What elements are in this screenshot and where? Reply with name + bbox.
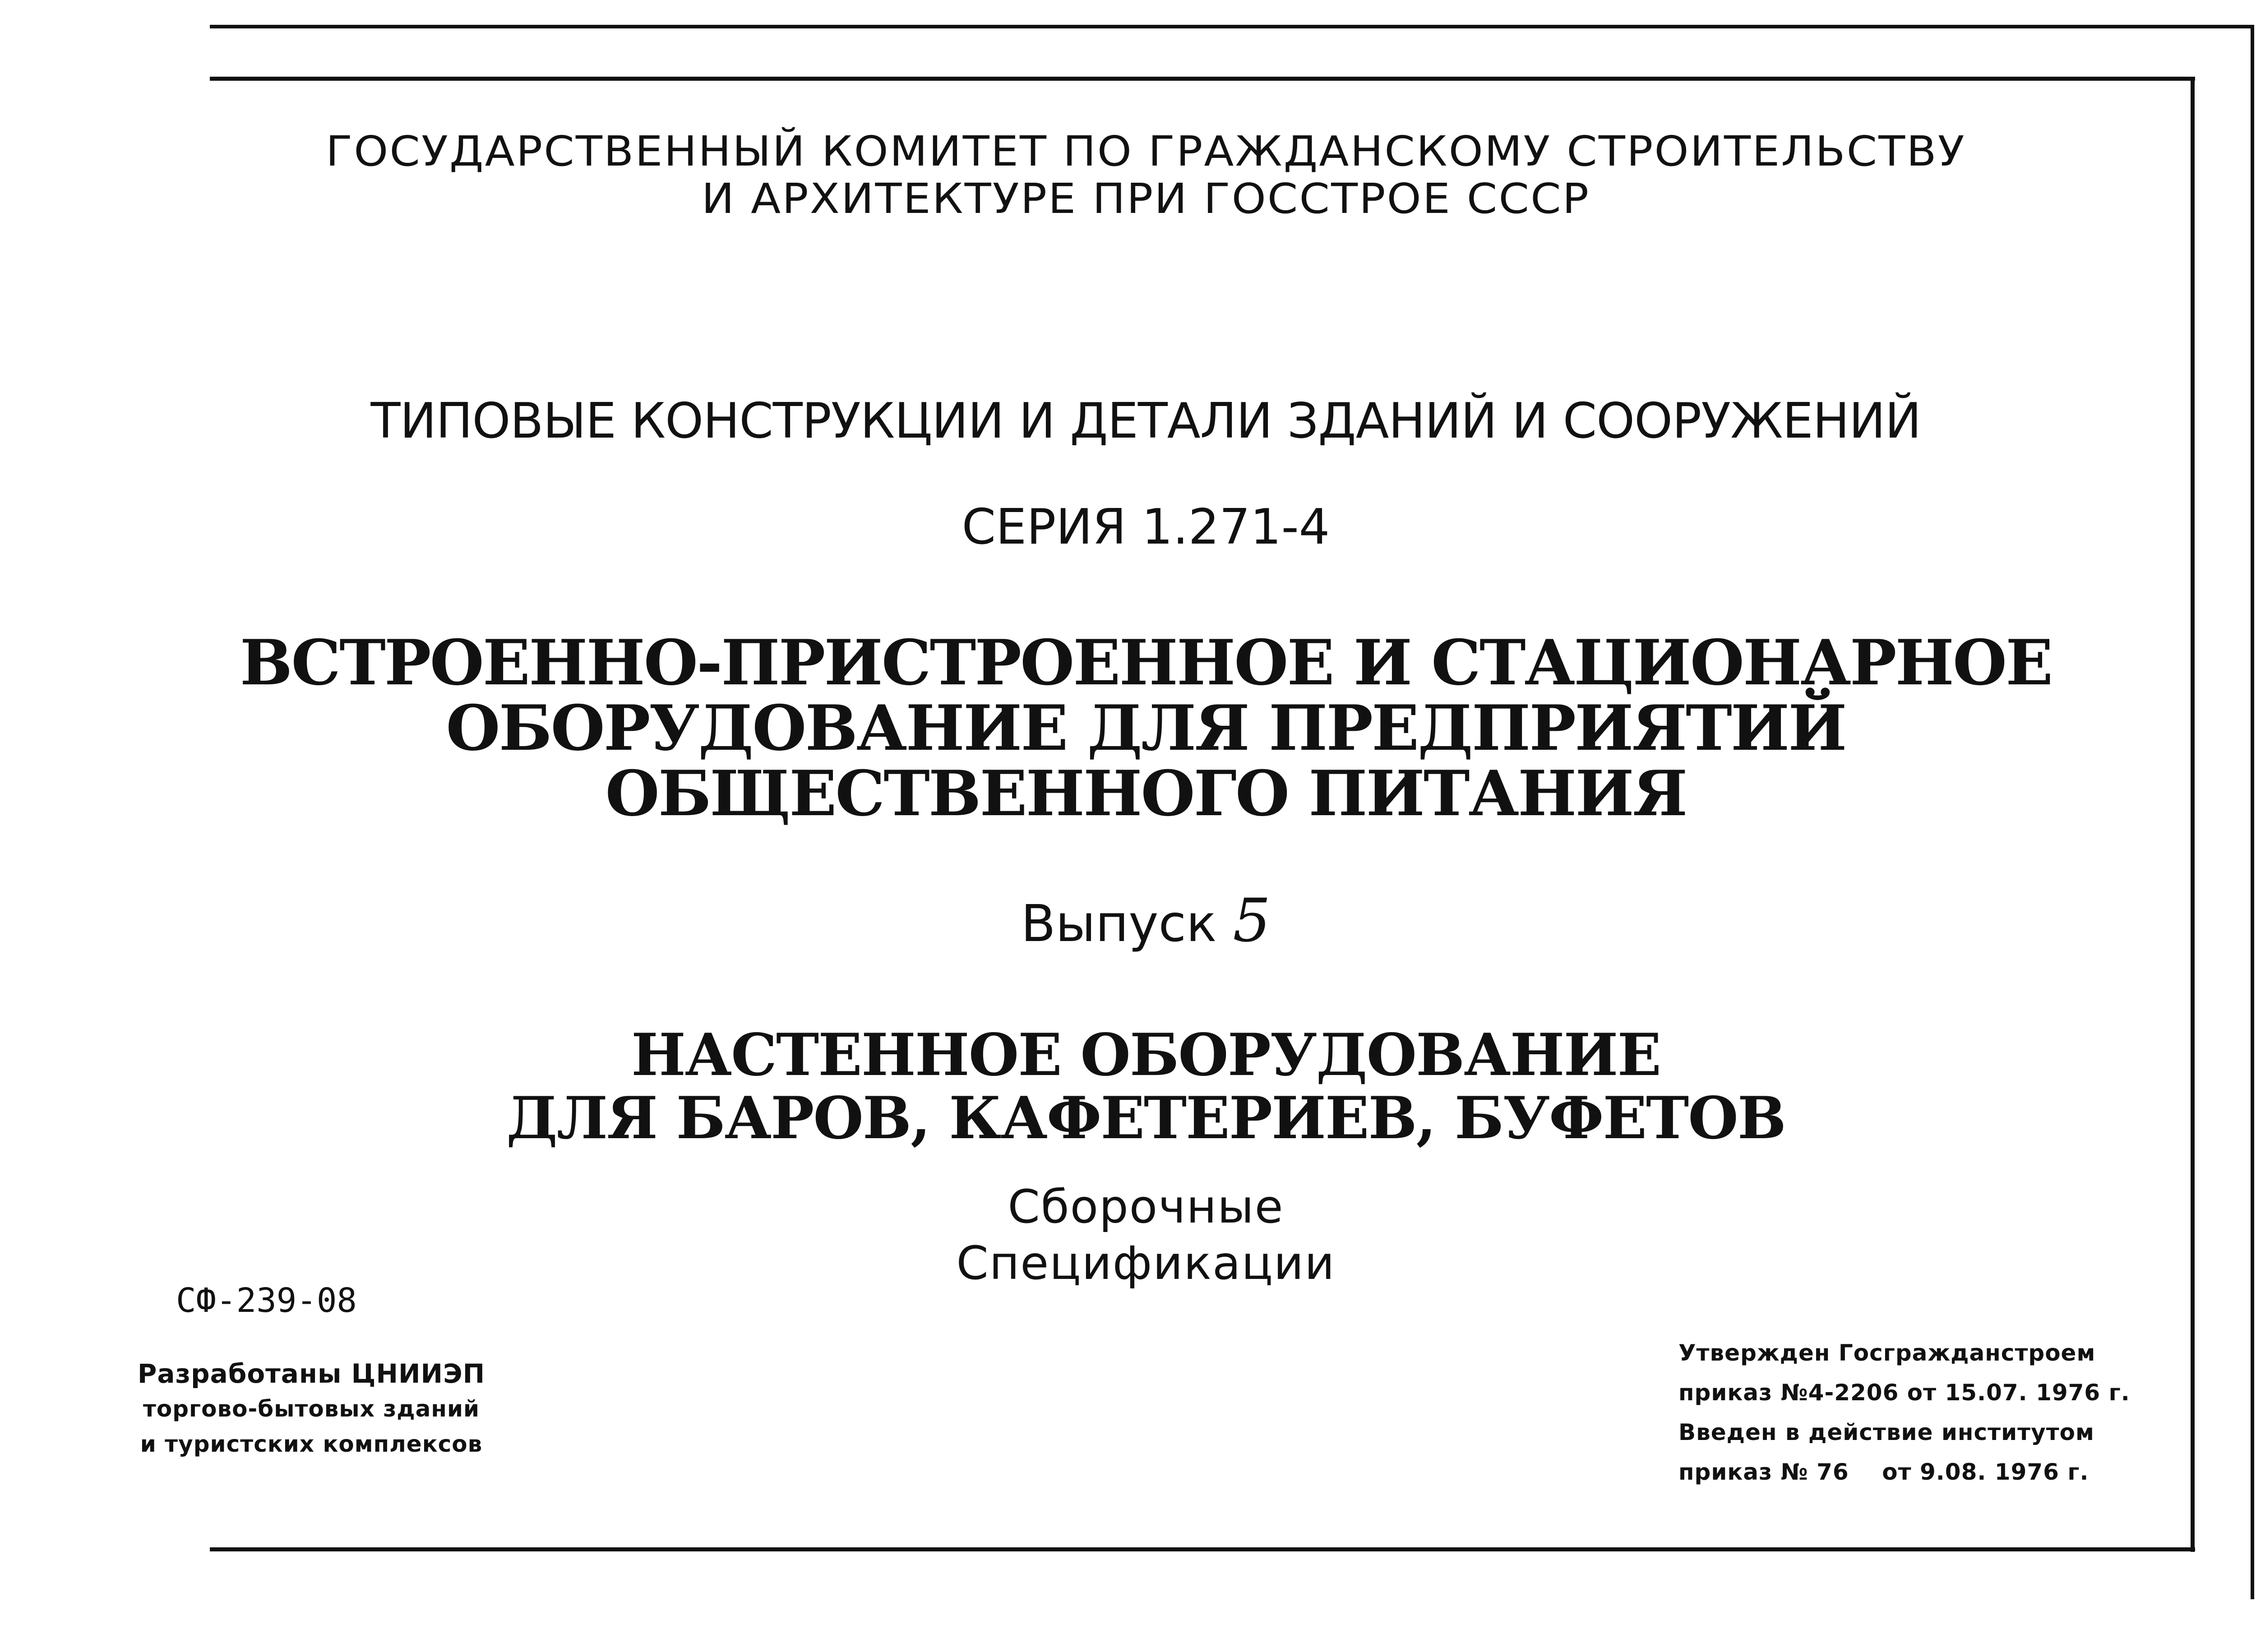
approval-line-2: приказ №4-2206 от 15.07. 1976 г. xyxy=(1678,1380,2130,1406)
developer-line-1: Разработаны ЦНИИЭП xyxy=(137,1358,485,1389)
approval-line-3: Введен в действие институтом xyxy=(1678,1419,2094,1445)
frame-top-inner-line xyxy=(210,77,2195,81)
issue-number: 5 xyxy=(1233,886,1271,955)
frame-bottom-line xyxy=(210,1547,2195,1551)
frame-top-outer-line xyxy=(210,25,2254,28)
approval-line-4: приказ № 76 от 9.08. 1976 г. xyxy=(1678,1459,2089,1485)
committee-line-1: ГОСУДАРСТВЕННЫЙ КОМИТЕТ ПО ГРАЖДАНСКОМУ СТРОИТЕЛЬСТВУ xyxy=(326,127,1966,175)
developer-line-3: и туристских комплексов xyxy=(140,1431,483,1457)
issue-label: Выпуск xyxy=(1021,895,1217,953)
main-title-line-1: ВСТРОЕННО-ПРИСТРОЕННОЕ И СТАЦИОНАРНОЕ xyxy=(240,626,2052,699)
approval-block xyxy=(1678,1333,2152,1492)
document-kind-line-1: Сборочные xyxy=(1008,1180,1284,1234)
developer-block xyxy=(86,1281,537,1462)
issue-heading xyxy=(0,886,2256,955)
developer-line-2: торгово-бытовых зданий xyxy=(143,1396,480,1422)
main-title-line-2: ОБОРУДОВАНИЕ ДЛЯ ПРЕДПРИЯТИЙ xyxy=(446,691,1846,765)
series-number: СЕРИЯ 1.271-4 xyxy=(962,499,1330,555)
main-title-line-3: ОБЩЕСТВЕННОГО ПИТАНИЯ xyxy=(605,757,1687,830)
sub-title-line-2: ДЛЯ БАРОВ, КАФЕТЕРИЕВ, БУФЕТОВ xyxy=(506,1084,1785,1152)
approval-line-1: Утвержден Госгражданстроем xyxy=(1678,1340,2096,1366)
committee-line-2: И АРХИТЕКТУРЕ ПРИ ГОССТРОЕ СССР xyxy=(701,175,1590,223)
series-title: ТИПОВЫЕ КОНСТРУКЦИИ И ДЕТАЛИ ЗДАНИЙ И СООРУЖЕНИЙ xyxy=(370,393,1921,449)
sub-title-line-1: НАСТЕННОЕ ОБОРУДОВАНИЕ xyxy=(631,1021,1661,1089)
document-code: СФ-239-08 xyxy=(176,1281,357,1320)
document-kind-line-2: Спецификации xyxy=(956,1237,1336,1290)
